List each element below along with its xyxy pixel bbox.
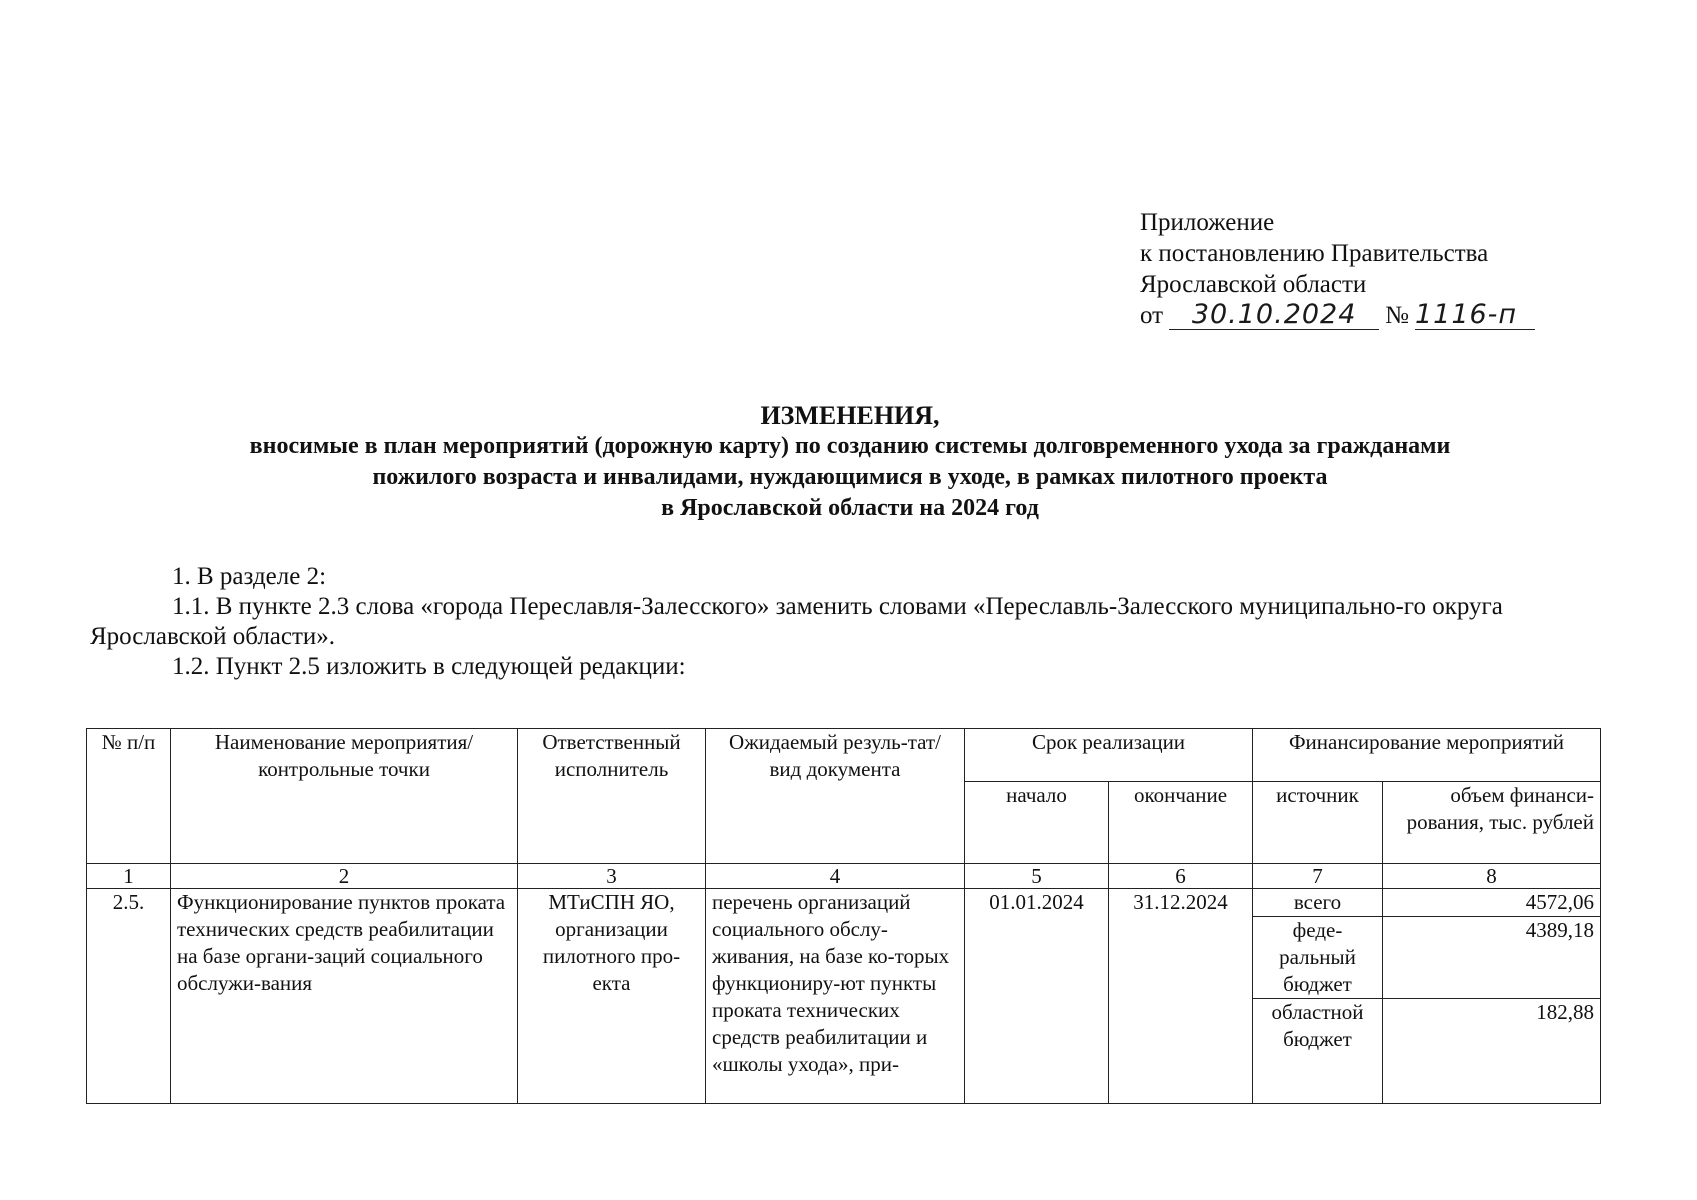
funding-amount-total: 4572,06 xyxy=(1383,889,1601,917)
column-number: 3 xyxy=(518,864,706,889)
column-number: 4 xyxy=(706,864,965,889)
handwritten-date: 30.10.2024 xyxy=(1191,299,1357,330)
paragraph-1-1: 1.1. В пункте 2.3 слова «города Переславля-Залесского» заменить словами «Переславль-Залесского муниципально-го округа Ярославской области». xyxy=(90,593,1503,650)
header-source: источник xyxy=(1253,782,1383,864)
column-numbers-row xyxy=(87,864,1601,889)
paragraph-1: 1. В разделе 2: xyxy=(172,563,327,590)
row-executor: МТиСПН ЯО, организации пилотного про-екта xyxy=(518,889,706,1104)
appendix-date-number xyxy=(1140,300,1535,331)
header-number: № п/п xyxy=(87,729,171,864)
table-header-row xyxy=(87,729,1601,782)
row-start-date: 01.01.2024 xyxy=(965,889,1109,1104)
appendix-decree: к постановлению Правительства xyxy=(1140,240,1489,267)
plan-table xyxy=(86,728,1601,1104)
table-row xyxy=(87,889,1601,917)
appendix-block xyxy=(1140,207,1535,331)
appendix-region: Ярославской области xyxy=(1140,271,1367,298)
appendix-title: Приложение xyxy=(1140,209,1275,236)
body-text xyxy=(90,562,1590,682)
from-label: от xyxy=(1140,302,1164,329)
number-label: № xyxy=(1385,302,1409,329)
row-number: 2.5. xyxy=(87,889,171,1104)
header-start: начало xyxy=(965,782,1109,864)
header-financing: Финансирование мероприятий xyxy=(1253,729,1601,782)
funding-amount-regional: 182,88 xyxy=(1383,999,1601,1104)
header-executor: Ответственный исполнитель xyxy=(518,729,706,864)
funding-source-federal: феде-ральный бюджет xyxy=(1253,917,1383,999)
document-subtitle-line1: вносимые в план мероприятий (дорожную карту) по созданию системы долговременного ухода за гражданами xyxy=(249,433,1451,459)
funding-amount-federal: 4389,18 xyxy=(1383,917,1601,999)
column-number: 1 xyxy=(87,864,171,889)
document-title: ИЗМЕНЕНИЯ, xyxy=(760,401,940,430)
column-number: 8 xyxy=(1383,864,1601,889)
funding-source-total: всего xyxy=(1253,889,1383,917)
row-result: перечень организаций социального обслу-живания, на базе ко-торых функциониру-ют пункты проката технических средств реабилитации и «школы ухода», при- xyxy=(706,889,965,1104)
header-result: Ожидаемый резуль-тат/ вид документа xyxy=(706,729,965,864)
header-amount: объем финанси-рования, тыс. рублей xyxy=(1383,782,1601,864)
paragraph-1-2: 1.2. Пункт 2.5 изложить в следующей редакции: xyxy=(172,653,686,680)
row-end-date: 31.12.2024 xyxy=(1109,889,1253,1104)
column-number: 5 xyxy=(965,864,1109,889)
handwritten-number: 1116-п xyxy=(1414,299,1518,330)
document-subtitle-line3: в Ярославской области на 2024 год xyxy=(661,495,1039,521)
column-number: 7 xyxy=(1253,864,1383,889)
funding-source-regional: областной бюджет xyxy=(1253,999,1383,1104)
row-activity-name: Функционирование пунктов проката технических средств реабилитации на базе органи-заций социального обслужи-вания xyxy=(171,889,518,1104)
document-heading xyxy=(90,400,1610,524)
column-number: 6 xyxy=(1109,864,1253,889)
column-number: 2 xyxy=(171,864,518,889)
header-period: Срок реализации xyxy=(965,729,1253,782)
header-activity-name: Наименование мероприятия/ контрольные точки xyxy=(171,729,518,864)
document-subtitle-line2: пожилого возраста и инвалидами, нуждающимися в уходе, в рамках пилотного проекта xyxy=(372,464,1328,490)
header-end: окончание xyxy=(1109,782,1253,864)
